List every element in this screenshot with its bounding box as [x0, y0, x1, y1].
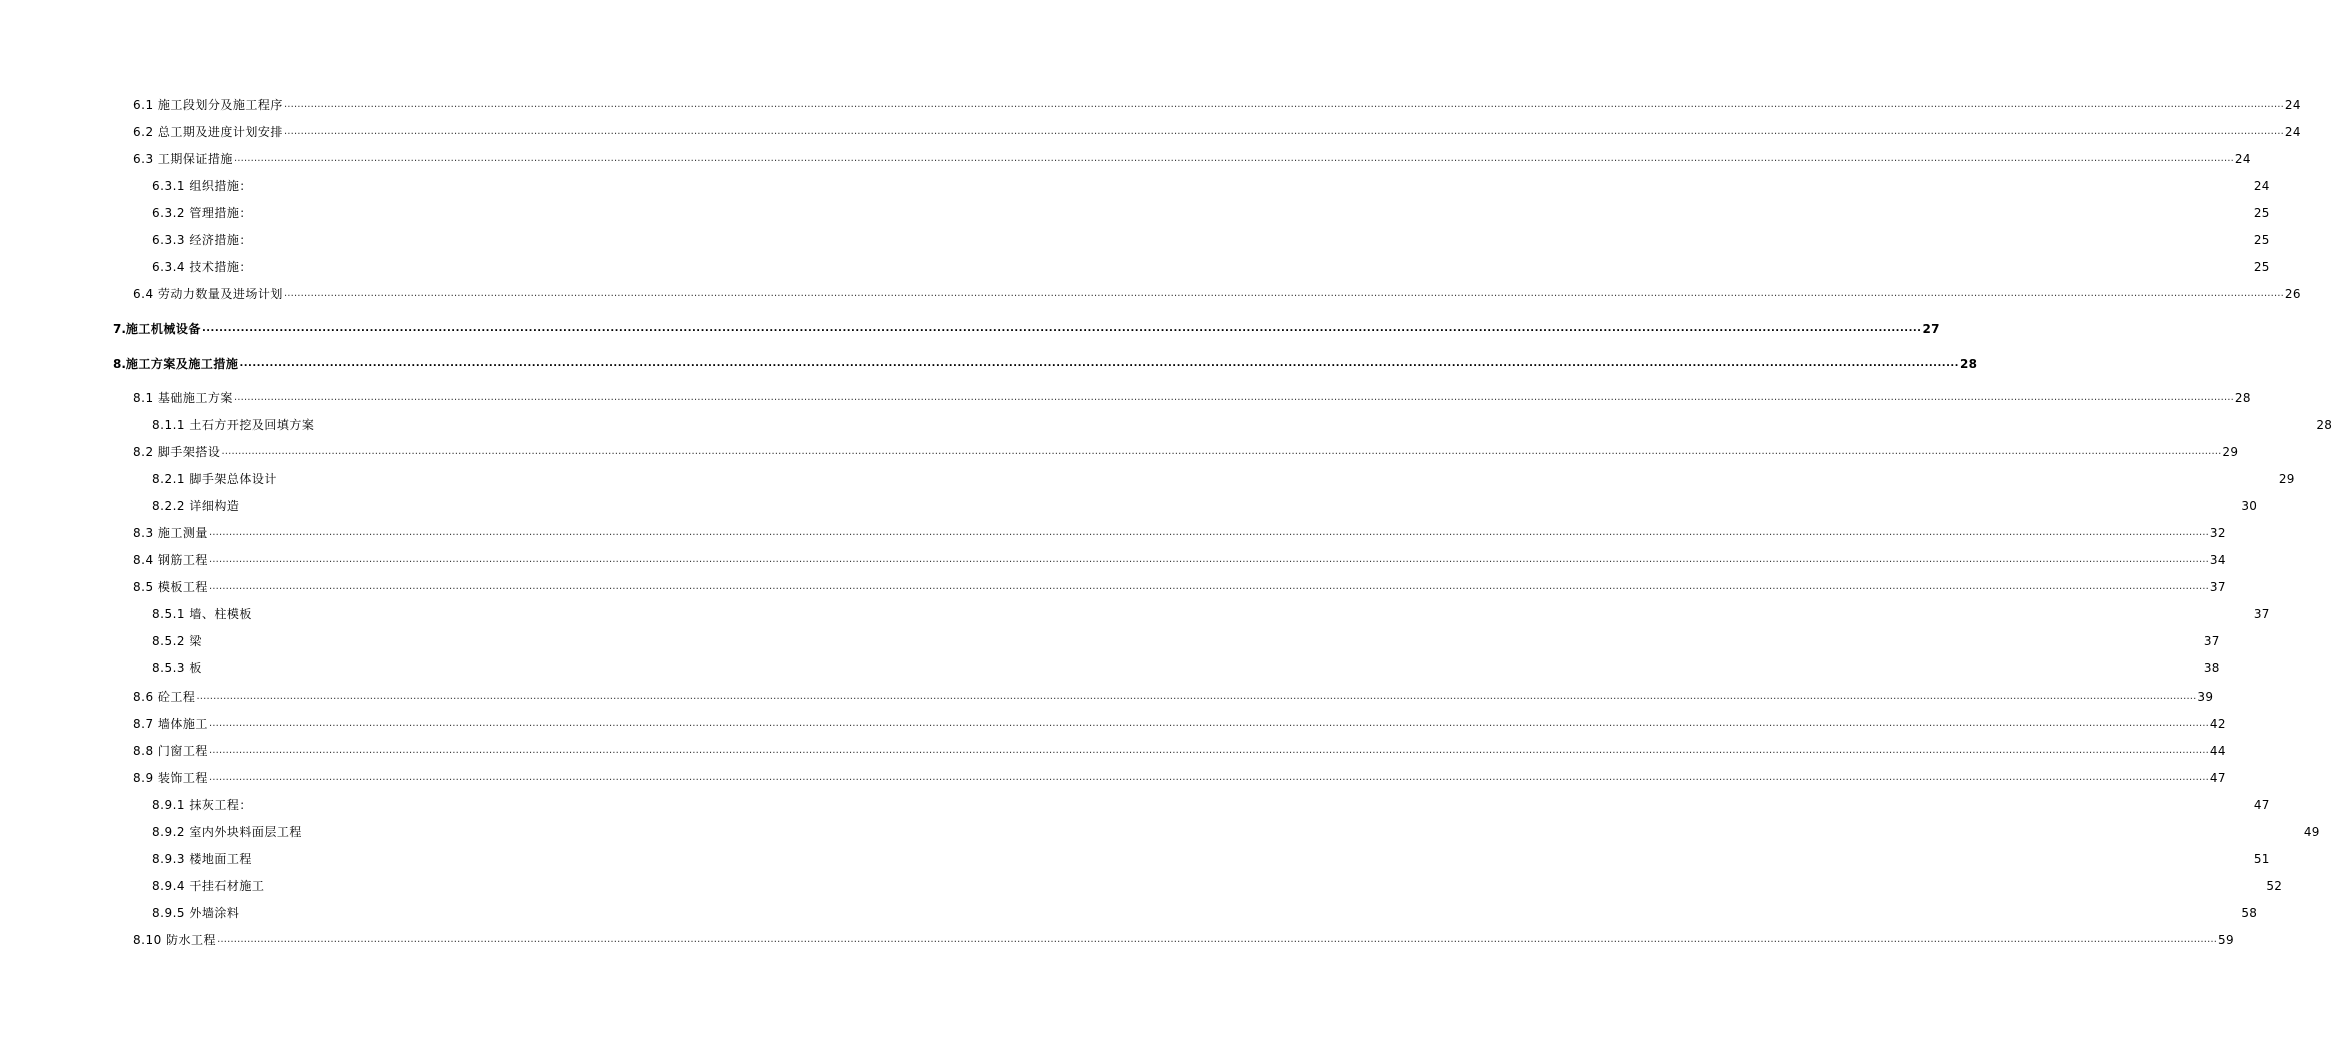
toc-entry-label: 施工机械设备 [125, 322, 201, 336]
toc-leader: …………………………………………………………………………………………………………………………………………………………………………………………………………………………………………………………………………………………………………………………………………………………………………………………………………………………………………………………………………………………………………………………………………………… [208, 745, 2209, 756]
toc-leader: …………………………………………………………………………………………………………………………………………………………………………………………………………………………………………………………………………………………………………………………………………………………………………………………………………………………………………………………………………………………………………………………………………………… [196, 691, 2197, 702]
toc-entry-label: 8.7 墙体施工 [133, 717, 208, 731]
toc-leader: …………………………………………………………………………………………………………………………………………………………………………………………………………………………………………………………………………………………………………………………………………………………………………………………………………………………………………………………………………………………………………………………………………………… [283, 288, 2284, 299]
toc-entry-label: 6.3 工期保证措施 [133, 152, 233, 166]
toc-leader: …………………………………………………………………………………………………………………………………………………………………………………………………………………………………………………………………………………………………………………………………………………………………………………………………………………………………………………………………………………………………………………………………………………… [221, 446, 2222, 457]
toc-entry[interactable] [152, 497, 2258, 515]
toc-entry-label: 8.6 砼工程 [133, 690, 196, 704]
toc-page-number: 29 [2278, 472, 2295, 486]
toc-entry-label: 8.9.3 楼地面工程 [152, 852, 252, 866]
toc-page-number: 26 [2284, 287, 2301, 301]
toc-entry-label: 6.3.4 技术措施： [152, 260, 252, 274]
toc-page-number: 28 [1959, 357, 1978, 371]
toc-entry-label: 8.10 防水工程 [133, 933, 217, 947]
toc-entry[interactable] [152, 659, 2220, 677]
toc-leader: …………………………………………………………………………………………………………………………………………………………………………………………………………………………………………………………………………………………………………………………………………………………………………………………………………………………………………………………………………………………………………………………………………………… [208, 554, 2209, 565]
toc-chapter-number: 7. [113, 322, 126, 336]
toc-entry[interactable] [133, 742, 2226, 760]
toc-entry-label: 8.3 施工测量 [133, 526, 208, 540]
toc-entry[interactable] [152, 796, 2270, 814]
toc-entry[interactable] [152, 258, 2270, 276]
toc-page-number: 59 [2218, 933, 2234, 947]
toc-entry-label: 8.9.4 干挂石材施工 [152, 879, 265, 893]
toc-entry[interactable] [133, 123, 2301, 141]
toc-entry[interactable] [133, 285, 2301, 303]
toc-page-number: 29 [2222, 445, 2239, 459]
toc-page-number: 37 [2209, 580, 2226, 594]
toc-entry-label: 8.2.1 脚手架总体设计 [152, 472, 277, 486]
toc-entry-label: 6.3.3 经济措施： [152, 233, 252, 247]
toc-entry[interactable] [152, 470, 2295, 488]
toc-entry[interactable] [152, 850, 2270, 868]
toc-entry-label: 8.8 门窗工程 [133, 744, 208, 758]
toc-entry-label: 6.1 施工段划分及施工程序 [133, 98, 283, 112]
toc-page-number: 49 [2303, 825, 2320, 839]
toc-page-number: 51 [2253, 852, 2270, 866]
toc-leader: ................................................................................................................................................................................................................................................................................................................................................................................................................ [201, 323, 1922, 334]
toc-chapter-entry[interactable] [113, 355, 1978, 373]
toc-entry-label: 8.5.1 墙、柱模板 [152, 607, 252, 621]
toc-page-number: 32 [2209, 526, 2226, 540]
toc-leader: ................................................................................................................................................................................................................................................................................................................................................................................................................ [239, 358, 1959, 369]
toc-entry-label: 8.9 装饰工程 [133, 771, 208, 785]
toc-page-number: 25 [2253, 206, 2270, 220]
toc-leader: …………………………………………………………………………………………………………………………………………………………………………………………………………………………………………………………………………………………………………………………………………………………………………………………………………………………………………………………………………………………………………………………………………………… [233, 392, 2234, 403]
toc-page-number: 37 [2253, 607, 2270, 621]
toc-page-number: 25 [2253, 233, 2270, 247]
toc-entry-label: 8.1 基础施工方案 [133, 391, 233, 405]
toc-entry[interactable] [133, 769, 2226, 787]
toc-entry[interactable] [152, 416, 2332, 434]
toc-entry-label: 8.5.2 梁 [152, 634, 202, 648]
toc-leader: …………………………………………………………………………………………………………………………………………………………………………………………………………………………………………………………………………………………………………………………………………………………………………………………………………………………………………………………………………………………………………………………………………………… [233, 153, 2234, 164]
toc-entry-label: 8.4 钢筋工程 [133, 553, 208, 567]
toc-entry[interactable] [133, 96, 2301, 114]
toc-leader: …………………………………………………………………………………………………………………………………………………………………………………………………………………………………………………………………………………………………………………………………………………………………………………………………………………………………………………………………………………………………………………………………………………… [208, 718, 2209, 729]
toc-entry-label: 8.9.1 抹灰工程： [152, 798, 252, 812]
toc-entry[interactable] [133, 551, 2226, 569]
toc-entry[interactable] [152, 877, 2283, 895]
toc-entry[interactable] [152, 177, 2270, 195]
toc-entry[interactable] [152, 632, 2220, 650]
toc-entry-label: 8.9.2 室内外块料面层工程 [152, 825, 302, 839]
toc-entry[interactable] [133, 688, 2214, 706]
toc-page-number: 39 [2197, 690, 2214, 704]
toc-page-number: 24 [2234, 152, 2251, 166]
toc-entry-label: 施工方案及施工措施 [125, 357, 239, 371]
toc-entry-label: 8.1.1 土石方开挖及回填方案 [152, 418, 315, 432]
toc-page-number: 30 [2241, 499, 2258, 513]
toc-page-number: 24 [2284, 98, 2301, 112]
toc-page-number: 28 [2234, 391, 2251, 405]
toc-entry-label: 8.5.3 板 [152, 661, 202, 675]
toc-leader: …………………………………………………………………………………………………………………………………………………………………………………………………………………………………………………………………………………………………………………………………………………………………………………………………………………………………………………………………………………………………………………………………………………… [208, 581, 2209, 592]
toc-entry[interactable] [152, 204, 2270, 222]
toc-entry[interactable] [152, 823, 2320, 841]
toc-page-number: 58 [2241, 906, 2258, 920]
toc-entry-label: 6.3.2 管理措施： [152, 206, 252, 220]
toc-page-number: 37 [2203, 634, 2220, 648]
toc-chapter-entry[interactable] [113, 320, 1940, 338]
toc-entry-label: 8.9.5 外墙涂料 [152, 906, 240, 920]
toc-entry[interactable] [133, 524, 2226, 542]
toc-leader: …………………………………………………………………………………………………………………………………………………………………………………………………………………………………………………………………………………………………………………………………………………………………………………………………………………………………………………………………………………………………………………………………………………… [208, 772, 2209, 783]
toc-page-number: 47 [2253, 798, 2270, 812]
toc-leader: …………………………………………………………………………………………………………………………………………………………………………………………………………………………………………………………………………………………………………………………………………………………………………………………………………………………………………………………………………………………………………………………………………………… [208, 527, 2209, 538]
toc-entry-label: 8.2.2 详细构造 [152, 499, 240, 513]
toc-page-number: 42 [2209, 717, 2226, 731]
toc-leader: …………………………………………………………………………………………………………………………………………………………………………………………………………………………………………………………………………………………………………………………………………………………………………………………………………………………………………………………………………………………………………………………………………………… [283, 126, 2284, 137]
toc-entry[interactable] [133, 389, 2251, 407]
toc-chapter-number: 8. [113, 357, 126, 371]
toc-entry[interactable] [133, 931, 2234, 949]
toc-page-number: 28 [2316, 418, 2332, 432]
toc-leader: …………………………………………………………………………………………………………………………………………………………………………………………………………………………………………………………………………………………………………………………………………………………………………………………………………………………………………………………………………………………………………………………………………………… [217, 934, 2218, 945]
toc-page-number: 44 [2209, 744, 2226, 758]
toc-entry-label: 6.3.1 组织措施： [152, 179, 252, 193]
toc-entry[interactable] [152, 231, 2270, 249]
toc-entry-label: 8.5 模板工程 [133, 580, 208, 594]
toc-entry-label: 6.2 总工期及进度计划安排 [133, 125, 283, 139]
toc-entry[interactable] [133, 715, 2226, 733]
toc-page-number: 24 [2253, 179, 2270, 193]
toc-page-number: 38 [2203, 661, 2220, 675]
toc-page-number: 25 [2253, 260, 2270, 274]
toc-entry[interactable] [133, 150, 2251, 168]
toc-leader: …………………………………………………………………………………………………………………………………………………………………………………………………………………………………………………………………………………………………………………………………………………………………………………………………………………………………………………………………………………………………………………………………………………… [283, 99, 2284, 110]
toc-entry[interactable] [152, 605, 2270, 623]
toc-page-number: 47 [2209, 771, 2226, 785]
toc-page-number: 52 [2266, 879, 2283, 893]
toc-page-number: 34 [2209, 553, 2226, 567]
toc-entry-label: 8.2 脚手架搭设 [133, 445, 221, 459]
toc-entry[interactable] [152, 904, 2258, 922]
toc-entry-label: 6.4 劳动力数量及进场计划 [133, 287, 283, 301]
toc-entry[interactable] [133, 443, 2239, 461]
toc-entry[interactable] [133, 578, 2226, 596]
toc-page-number: 27 [1922, 322, 1940, 336]
toc-page-number: 24 [2284, 125, 2301, 139]
